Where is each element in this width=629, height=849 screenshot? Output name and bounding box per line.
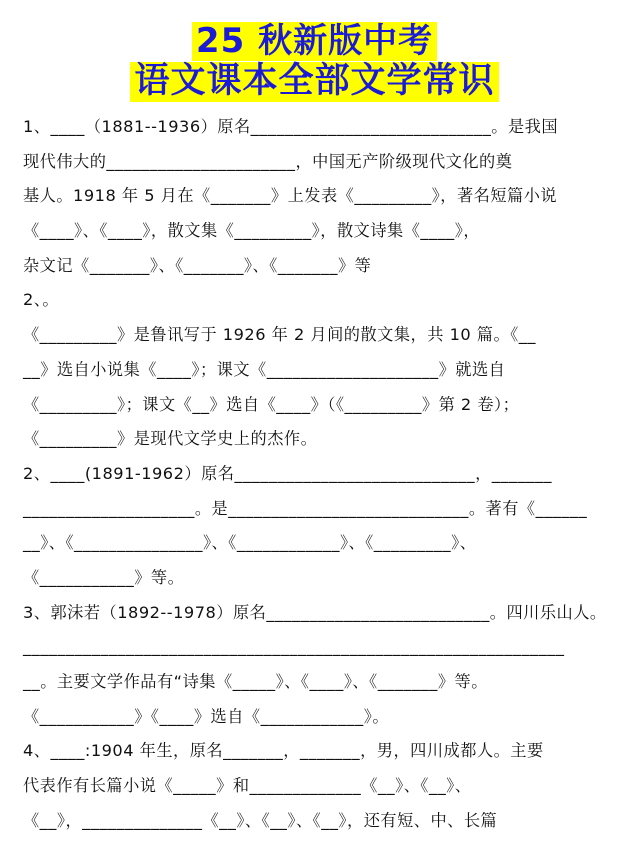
text-line: 《___________》《____》选自《____________》。	[23, 706, 390, 726]
title-line-2-text: 语文课本全部文学常识	[130, 62, 498, 102]
text-line: 1、____（1881--1936）原名____________________________。是我国	[23, 117, 559, 136]
text-line: _______________________________________________________________	[23, 637, 565, 657]
title-line-1	[0, 22, 629, 61]
text-line: __》、《_______________》、《____________》、《_________》、	[23, 533, 477, 553]
title-line-1-text: 25 秋新版中考	[192, 22, 437, 61]
text-line: 基人。1918 年 5 月在《_______》上发表《_________》，著名短篇小说	[23, 186, 558, 206]
text-line: ____________________。是____________________________。著有《______	[23, 498, 588, 518]
text-line: 《_________》是鲁讯写于 1926 年 2 月间的散文集，共 10 篇。《__	[23, 325, 536, 345]
text-line: __》选自小说集《____》；课文《____________________》就选自	[23, 359, 506, 379]
text-line: 2、。	[23, 290, 60, 310]
title-line-2	[0, 62, 629, 102]
text-line: 杂文记《_______》、《_______》、《_______》等	[23, 255, 372, 275]
text-line: 《___________》等。	[23, 567, 185, 587]
text-line: 《_________》；课文《__》选自《____》（《_________》第 2 卷）；	[23, 394, 520, 414]
text-line: 2、____(1891-1962）原名____________________________，_______	[23, 463, 552, 483]
text-line: 代表作有长篇小说《_____》和_____________《__》、《__》、	[23, 776, 472, 796]
text-line: 《_________》是现代文学史上的杰作。	[23, 429, 318, 449]
document-body	[23, 110, 613, 838]
text-line: 3、郭沫若（1892--1978）原名__________________________。四川乐山人。	[23, 602, 607, 622]
text-line: 4、____:1904 年生，原名_______，_______，男，四川成都人。主要	[23, 741, 544, 761]
text-line: 《____》、《____》，散文集《_________》，散文诗集《____》，	[23, 221, 481, 241]
text-line: __。主要文学作品有“诗集《_____》、《____》、《_______》等。	[23, 672, 488, 691]
text-line: 《__》，______________《__》、《__》、《__》，还有短、中、长篇	[23, 810, 498, 830]
text-line: 现代伟大的______________________，中国无产阶级现代文化的奠	[23, 151, 513, 171]
